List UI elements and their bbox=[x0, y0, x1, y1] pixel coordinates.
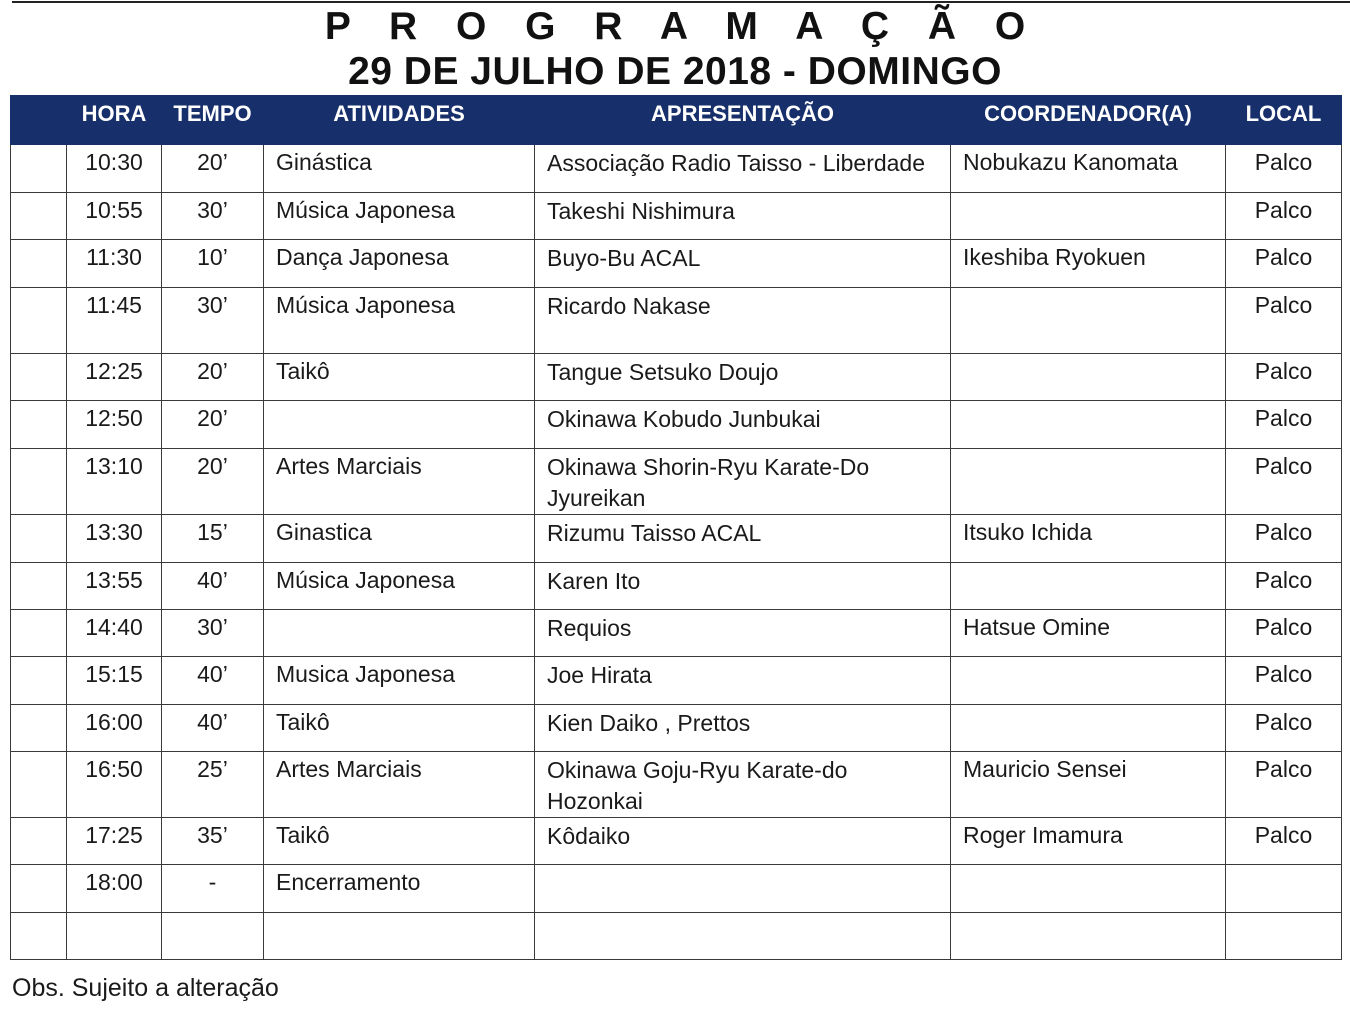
cell-atividade: Música Japonesa bbox=[264, 563, 535, 610]
cell-tempo: 10’ bbox=[162, 240, 264, 288]
cell-local: Palco bbox=[1226, 818, 1342, 865]
cell-apresentacao: Karen Ito bbox=[535, 563, 951, 610]
cell-tempo: 30’ bbox=[162, 193, 264, 240]
cell-coordenador bbox=[951, 705, 1226, 752]
cell-apresentacao: Buyo-Bu ACAL bbox=[535, 240, 951, 288]
cell-coordenador bbox=[951, 449, 1226, 515]
cell-blank bbox=[11, 913, 67, 960]
cell-local: Palco bbox=[1226, 705, 1342, 752]
cell-coordenador: Nobukazu Kanomata bbox=[951, 145, 1226, 193]
cell-atividade: Dança Japonesa bbox=[264, 240, 535, 288]
cell-hora: 11:30 bbox=[67, 240, 162, 288]
cell-local: Palco bbox=[1226, 515, 1342, 563]
cell-hora: 15:15 bbox=[67, 657, 162, 705]
cell-coordenador: Mauricio Sensei bbox=[951, 752, 1226, 818]
cell-tempo: 40’ bbox=[162, 705, 264, 752]
cell-blank bbox=[11, 240, 67, 288]
column-header-apresentacao: APRESENTAÇÃO bbox=[535, 96, 951, 145]
cell-coordenador bbox=[951, 401, 1226, 449]
cell-apresentacao: Requios bbox=[535, 610, 951, 657]
column-header-local: LOCAL bbox=[1226, 96, 1342, 145]
cell-hora: 12:50 bbox=[67, 401, 162, 449]
cell-tempo: - bbox=[162, 865, 264, 913]
cell-blank bbox=[11, 354, 67, 401]
cell-hora: 14:40 bbox=[67, 610, 162, 657]
cell-blank bbox=[11, 288, 67, 354]
cell-atividade bbox=[264, 610, 535, 657]
cell-apresentacao: Okinawa Goju-Ryu Karate-do Hozonkai bbox=[535, 752, 951, 818]
cell-hora: 11:45 bbox=[67, 288, 162, 354]
cell-coordenador bbox=[951, 865, 1226, 913]
cell-tempo: 20’ bbox=[162, 145, 264, 193]
cell-local: Palco bbox=[1226, 354, 1342, 401]
column-header-hora: HORA bbox=[67, 96, 162, 145]
table-row bbox=[11, 449, 1342, 515]
header-row bbox=[11, 96, 1342, 145]
cell-tempo: 20’ bbox=[162, 401, 264, 449]
cell-blank bbox=[11, 657, 67, 705]
cell-blank bbox=[11, 401, 67, 449]
cell-atividade: Taikô bbox=[264, 705, 535, 752]
cell-blank bbox=[11, 515, 67, 563]
cell-tempo: 30’ bbox=[162, 288, 264, 354]
cell-hora: 17:25 bbox=[67, 818, 162, 865]
cell-coordenador bbox=[951, 193, 1226, 240]
cell-tempo bbox=[162, 913, 264, 960]
cell-apresentacao: Okinawa Shorin-Ryu Karate-Do Jyureikan bbox=[535, 449, 951, 515]
cell-tempo: 40’ bbox=[162, 657, 264, 705]
cell-apresentacao bbox=[535, 865, 951, 913]
cell-hora: 13:10 bbox=[67, 449, 162, 515]
cell-local bbox=[1226, 913, 1342, 960]
table-row bbox=[11, 515, 1342, 563]
cell-atividade: Taikô bbox=[264, 354, 535, 401]
cell-apresentacao: Takeshi Nishimura bbox=[535, 193, 951, 240]
top-rule bbox=[12, 1, 1350, 3]
cell-hora: 12:25 bbox=[67, 354, 162, 401]
cell-hora: 10:55 bbox=[67, 193, 162, 240]
cell-local: Palco bbox=[1226, 145, 1342, 193]
cell-atividade bbox=[264, 913, 535, 960]
cell-coordenador: Ikeshiba Ryokuen bbox=[951, 240, 1226, 288]
page-title: P R O G R A M A Ç Ã O bbox=[324, 5, 1040, 48]
table-row bbox=[11, 657, 1342, 705]
table-row bbox=[11, 145, 1342, 193]
column-header-blank bbox=[11, 96, 67, 145]
cell-apresentacao: Rizumu Taisso ACAL bbox=[535, 515, 951, 563]
cell-hora: 18:00 bbox=[67, 865, 162, 913]
cell-local: Palco bbox=[1226, 240, 1342, 288]
cell-blank bbox=[11, 449, 67, 515]
cell-hora: 10:30 bbox=[67, 145, 162, 193]
cell-local bbox=[1226, 865, 1342, 913]
table-row bbox=[11, 610, 1342, 657]
table-row bbox=[11, 913, 1342, 960]
cell-atividade: Artes Marciais bbox=[264, 449, 535, 515]
cell-blank bbox=[11, 752, 67, 818]
cell-local: Palco bbox=[1226, 563, 1342, 610]
cell-local: Palco bbox=[1226, 193, 1342, 240]
cell-blank bbox=[11, 610, 67, 657]
footer-note: Obs. Sujeito a alteração bbox=[12, 974, 279, 1002]
column-header-coordenador: COORDENADOR(A) bbox=[951, 96, 1226, 145]
table-row bbox=[11, 288, 1342, 354]
cell-atividade bbox=[264, 401, 535, 449]
table-row bbox=[11, 705, 1342, 752]
table-row bbox=[11, 193, 1342, 240]
cell-atividade: Taikô bbox=[264, 818, 535, 865]
table-row bbox=[11, 752, 1342, 818]
cell-hora bbox=[67, 913, 162, 960]
cell-apresentacao: Ricardo Nakase bbox=[535, 288, 951, 354]
cell-blank bbox=[11, 818, 67, 865]
cell-coordenador: Roger Imamura bbox=[951, 818, 1226, 865]
cell-hora: 13:30 bbox=[67, 515, 162, 563]
cell-tempo: 35’ bbox=[162, 818, 264, 865]
cell-coordenador bbox=[951, 288, 1226, 354]
cell-blank bbox=[11, 193, 67, 240]
cell-apresentacao: Associação Radio Taisso - Liberdade bbox=[535, 145, 951, 193]
cell-local: Palco bbox=[1226, 288, 1342, 354]
cell-apresentacao: Joe Hirata bbox=[535, 657, 951, 705]
cell-coordenador bbox=[951, 913, 1226, 960]
schedule-table bbox=[10, 95, 1342, 960]
cell-atividade: Ginastica bbox=[264, 515, 535, 563]
cell-blank bbox=[11, 865, 67, 913]
cell-hora: 16:00 bbox=[67, 705, 162, 752]
cell-local: Palco bbox=[1226, 657, 1342, 705]
table-row bbox=[11, 401, 1342, 449]
cell-atividade: Ginástica bbox=[264, 145, 535, 193]
cell-hora: 16:50 bbox=[67, 752, 162, 818]
table-row bbox=[11, 240, 1342, 288]
cell-apresentacao: Tangue Setsuko Doujo bbox=[535, 354, 951, 401]
cell-blank bbox=[11, 145, 67, 193]
cell-tempo: 30’ bbox=[162, 610, 264, 657]
cell-coordenador: Itsuko Ichida bbox=[951, 515, 1226, 563]
cell-atividade: Música Japonesa bbox=[264, 193, 535, 240]
cell-local: Palco bbox=[1226, 401, 1342, 449]
page-subtitle-date: 29 DE JULHO DE 2018 - DOMINGO bbox=[348, 50, 1002, 93]
cell-tempo: 40’ bbox=[162, 563, 264, 610]
cell-atividade: Música Japonesa bbox=[264, 288, 535, 354]
table-row bbox=[11, 563, 1342, 610]
column-header-tempo: TEMPO bbox=[162, 96, 264, 145]
cell-tempo: 20’ bbox=[162, 449, 264, 515]
cell-local: Palco bbox=[1226, 449, 1342, 515]
cell-coordenador bbox=[951, 657, 1226, 705]
cell-apresentacao bbox=[535, 913, 951, 960]
cell-coordenador: Hatsue Omine bbox=[951, 610, 1226, 657]
cell-atividade: Musica Japonesa bbox=[264, 657, 535, 705]
cell-coordenador bbox=[951, 563, 1226, 610]
cell-apresentacao: Kien Daiko , Prettos bbox=[535, 705, 951, 752]
column-header-atividades: ATIVIDADES bbox=[264, 96, 535, 145]
cell-apresentacao: Okinawa Kobudo Junbukai bbox=[535, 401, 951, 449]
cell-tempo: 25’ bbox=[162, 752, 264, 818]
table-row bbox=[11, 865, 1342, 913]
cell-blank bbox=[11, 705, 67, 752]
cell-local: Palco bbox=[1226, 610, 1342, 657]
cell-tempo: 20’ bbox=[162, 354, 264, 401]
cell-atividade: Encerramento bbox=[264, 865, 535, 913]
cell-apresentacao: Kôdaiko bbox=[535, 818, 951, 865]
cell-blank bbox=[11, 563, 67, 610]
table-row bbox=[11, 818, 1342, 865]
cell-hora: 13:55 bbox=[67, 563, 162, 610]
cell-local: Palco bbox=[1226, 752, 1342, 818]
cell-atividade: Artes Marciais bbox=[264, 752, 535, 818]
cell-coordenador bbox=[951, 354, 1226, 401]
table-row bbox=[11, 354, 1342, 401]
cell-tempo: 15’ bbox=[162, 515, 264, 563]
